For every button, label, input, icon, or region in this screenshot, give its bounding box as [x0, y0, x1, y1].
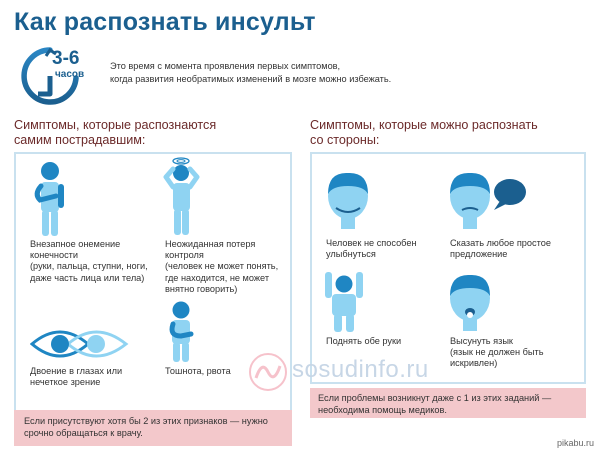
left-section-title: Симптомы, которые распознаются самим пострадавшим:: [14, 118, 217, 147]
watermark-logo-icon: [246, 350, 290, 394]
test-speech-text: Сказать любое простое предложение: [450, 238, 551, 260]
tongue-face-icon: [448, 272, 492, 332]
symptom-numbness-text: Внезапное онемение конечности (руки, пальца, ступни, ноги, даже часть лица или тела): [30, 239, 148, 283]
nausea-person-icon: [163, 300, 203, 364]
watermark-text: sosudinfo.ru: [292, 356, 429, 383]
confused-person-icon: [163, 155, 203, 237]
symptom-loss-of-control-text: Неожиданная потеря контроля (человек не может понять, где находится, не может внятно говорить): [165, 239, 279, 294]
test-raise-arms-text: Поднять обе руки: [326, 336, 402, 346]
clock-unit: часов: [55, 69, 85, 80]
page-title: Как распознать инсульт: [14, 8, 316, 36]
symptom-nausea-text: Тошнота, рвота: [165, 366, 231, 376]
symptom-double-vision-text: Двоение в глазах или нечеткое зрение: [30, 366, 123, 388]
raise-arms-icon: [322, 270, 366, 332]
smile-face-icon: [326, 172, 370, 230]
credit-text: pikabu.ru: [556, 438, 594, 448]
right-section-title: Симптомы, которые можно распознать со стороны:: [310, 118, 538, 147]
numb-person-icon: [30, 160, 70, 238]
self-symptoms-note: Если присутствуют хотя бы 2 из этих признаков — нужно срочно обращаться к врачу.: [14, 410, 292, 446]
clock-description: Это время с момента проявления первых симптомов, когда развития необратимых изменений в мозге можно избежать.: [110, 61, 392, 84]
clock-range: 3-6: [52, 48, 80, 69]
eyes-icon: [30, 322, 130, 366]
test-smile-text: Человек не способен улыбнуться: [326, 238, 417, 260]
speech-face-icon: [448, 172, 528, 230]
observer-symptoms-note: Если проблемы возникнут даже с 1 из этих заданий — необходима помощь медиков.: [310, 388, 586, 418]
test-tongue-text: Высунуть язык (язык не должен быть искривлен): [450, 336, 544, 369]
